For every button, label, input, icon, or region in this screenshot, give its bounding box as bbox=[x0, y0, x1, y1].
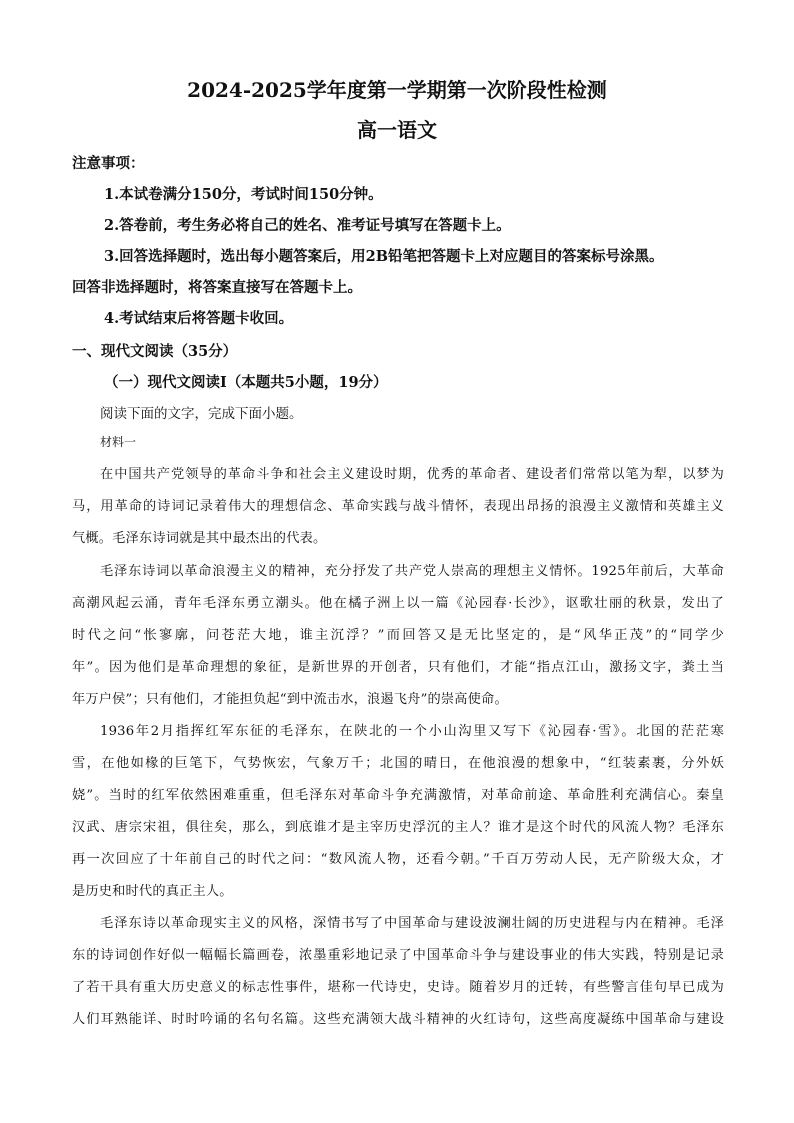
passage-line: 高潮风起云涌，青年毛泽东勇立潮头。他在橘子洲上以一篇《沁园春·长沙》，讴歌壮丽的秋景，发出了 bbox=[72, 596, 724, 611]
notes-item-3: 3.回答选择题时，选出每小题答案后，用2B铅笔把答题卡上对应题目的答案标号涂黑。 bbox=[104, 248, 664, 265]
notes-item-1: 1.本试卷满分150分，考试时间150分钟。 bbox=[104, 186, 383, 203]
notes-heading: 注意事项： bbox=[72, 155, 145, 172]
exam-subtitle: 高一语文 bbox=[357, 118, 437, 142]
passage-line: 再一次回应了十年前自己的时代之问：“数风流人物，还看今朝。”千百万劳动人民，无产阶级大众，才 bbox=[72, 852, 724, 867]
passage-line: 马，用革命的诗词记录着伟大的理想信念、革命实践与战斗情怀，表现出昂扬的浪漫主义激情和英雄主义 bbox=[72, 499, 724, 514]
passage-line: 气概。毛泽东诗词就是其中最杰出的代表。 bbox=[72, 531, 327, 546]
exam-title: 2024-2025学年度第一学期第一次阶段性检测 bbox=[187, 78, 607, 102]
passage-line: 在中国共产党领导的革命斗争和社会主义建设时期，优秀的革命者、建设者们常常以笔为犁，以梦为 bbox=[100, 467, 724, 482]
section-heading: 一、现代文阅读（35分） bbox=[72, 343, 238, 360]
notes-item-3-continued: 回答非选择题时，将答案直接写在答题卡上。 bbox=[72, 279, 362, 296]
passage-line: 东的诗词创作好似一幅幅长篇画卷，浓墨重彩地记录了中国革命斗争与建设事业的伟大实践，特别是记录 bbox=[72, 948, 724, 963]
passage-line: 是历史和时代的真正主人。 bbox=[72, 884, 233, 899]
passage-line: 汉武、唐宗宋祖，俱往矣，那么，到底谁才是主宰历史浮沉的主人？谁才是这个时代的风流人物？毛泽东 bbox=[72, 820, 724, 835]
passage-line: 了若干具有重大历史意义的标志性事件，堪称一代诗史，史诗。随着岁月的迁转，有些警言佳句早已成为 bbox=[72, 980, 724, 995]
notes-item-4: 4.考试结束后将答题卡收回。 bbox=[104, 310, 294, 327]
passage-line: 时代之问“怅寥廓，问苍茫大地，谁主沉浮？”而回答又是无比坚定的，是“风华正茂”的“同学少 bbox=[72, 628, 724, 643]
passage-line: 1936年2月指挥红军东征的毛泽东，在陕北的一个小山沟里又写下《沁园春·雪》。北国的茫茫寒 bbox=[100, 724, 724, 739]
passage-line: 娆”。当时的红军依然困难重重，但毛泽东对革命斗争充满激情，对革命前途、革命胜利充满信心。秦皇 bbox=[72, 788, 724, 803]
passage-line: 人们耳熟能详、时时吟诵的名句名篇。这些充满领大战斗精神的火红诗句，这些高度凝练中国革命与建设 bbox=[72, 1012, 724, 1027]
passage-line: 雪，在他如椽的巨笔下，气势恢宏，气象万千；北国的晴日，在他浪漫的想象中，“红装素裹，分外妖 bbox=[72, 756, 724, 771]
notes-item-2: 2.答卷前，考生务必将自己的姓名、准考证号填写在答题卡上。 bbox=[104, 217, 511, 234]
reading-instruction: 阅读下面的文字，完成下面小题。 bbox=[100, 406, 303, 422]
passage-line: 年万户侯”；只有他们，才能担负起“到中流击水，浪遏飞舟”的崇高使命。 bbox=[72, 692, 508, 707]
passage-line: 年”。因为他们是革命理想的象征，是新世界的开创者，只有他们，才能“指点江山，激扬文字，粪土当 bbox=[72, 660, 724, 675]
passage-line: 毛泽东诗词以革命浪漫主义的精神，充分抒发了共产党人崇高的理想主义情怀。1925年前后，大革命 bbox=[100, 564, 724, 579]
section-subheading: （一）现代文阅读Ⅰ（本题共5小题，19分） bbox=[104, 374, 388, 391]
passage-line: 毛泽东诗以革命现实主义的风格，深情书写了中国革命与建设波澜壮阔的历史进程与内在精神。毛泽 bbox=[100, 916, 724, 931]
material-label: 材料一 bbox=[100, 435, 137, 449]
